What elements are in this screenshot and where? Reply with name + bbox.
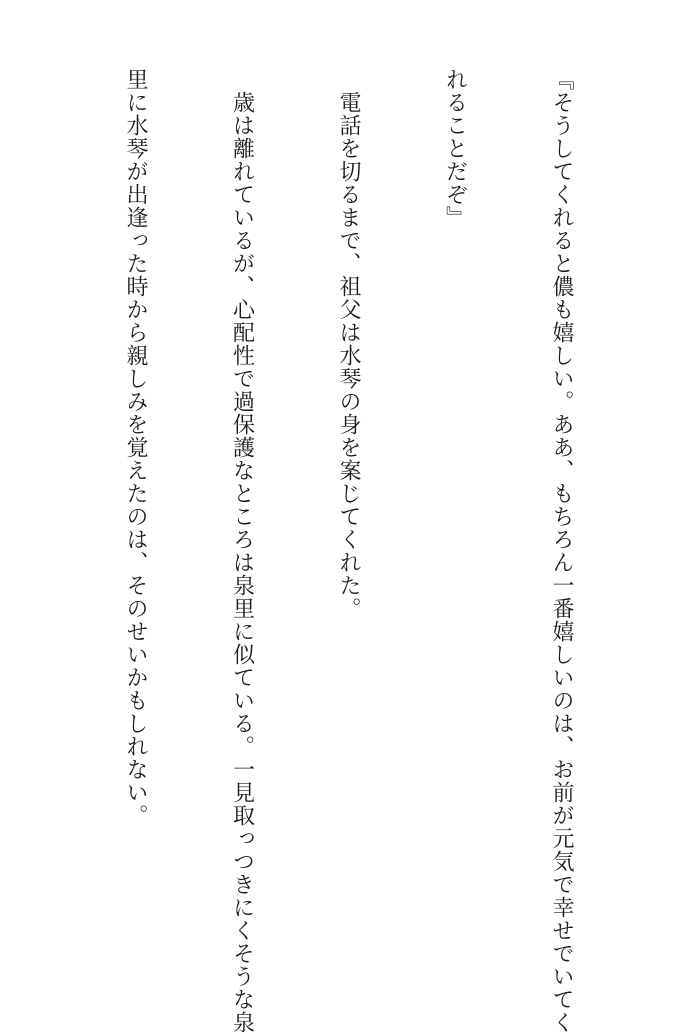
blank-line	[11, 68, 47, 973]
text-line: れることだぞ』	[442, 68, 468, 229]
text-line: 電話を切るまで、祖父は水琴の身を案じてくれた。	[336, 68, 361, 620]
text-line: 里に水琴が出逢った時から親しみを覚えたのは、そのせいかもしれない。	[123, 68, 148, 827]
text-line: 『そうしてくれると儂も嬉しい。ああ、もちろん一番嬉しいのは、お前が元気で幸せでいてく	[549, 68, 574, 1034]
text-line: 歳は離れているが、心配性で過保護なところは泉里に似ている。一見取っつきにくそうな泉	[229, 68, 255, 1034]
vertical-text-body	[0, 68, 650, 1034]
